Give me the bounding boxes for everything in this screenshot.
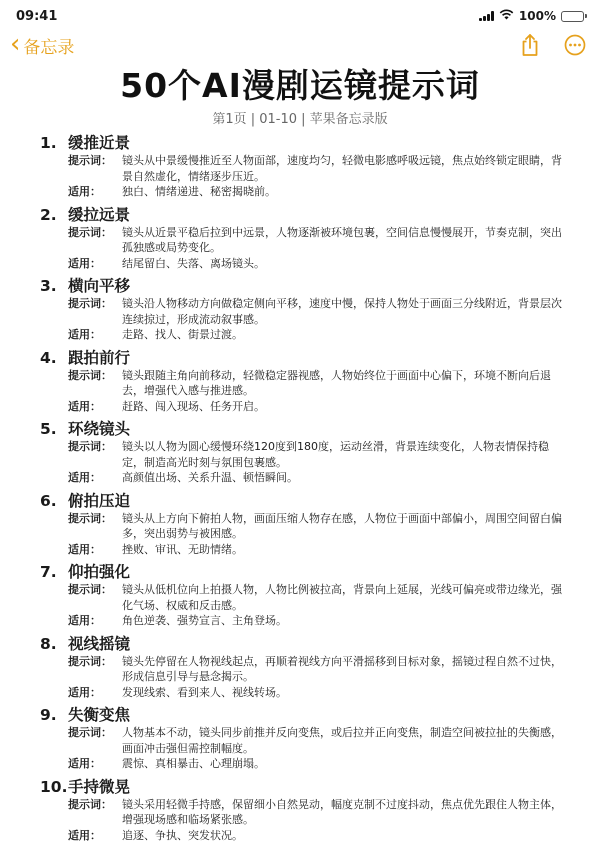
prompt-label: 提示词：: [68, 511, 122, 542]
item-heading: [40, 705, 570, 725]
use-text: 结尾留白、失落、离场镜头。: [122, 256, 570, 272]
list-item: [40, 705, 570, 772]
use-label: 适用：: [68, 756, 122, 772]
item-number: 6.: [40, 491, 68, 511]
item-number: 1.: [40, 133, 68, 153]
use-label: 适用：: [68, 828, 122, 843]
use-row: [40, 613, 570, 629]
ellipsis-circle-icon[interactable]: [564, 34, 586, 56]
list-item: [40, 777, 570, 843]
use-text: 角色逆袭、强势宣言、主角登场。: [122, 613, 570, 629]
use-label: 适用：: [68, 327, 122, 343]
item-heading: [40, 777, 570, 797]
use-text: 走路、找人、街景过渡。: [122, 327, 570, 343]
note-title: 50个AI漫剧运镜提示词: [0, 66, 600, 106]
back-label: 备忘录: [23, 33, 74, 58]
note-list: [0, 133, 600, 843]
cellular-signal-icon: [479, 11, 494, 21]
item-number: 2.: [40, 205, 68, 225]
prompt-row: [40, 654, 570, 685]
list-item: [40, 419, 570, 486]
chevron-left-icon: ‹: [10, 31, 20, 57]
item-number: 8.: [40, 634, 68, 654]
prompt-row: [40, 725, 570, 756]
battery-percent: 100%: [519, 9, 556, 23]
prompt-row: [40, 296, 570, 327]
use-text: 高颜值出场、关系升温、顿悟瞬间。: [122, 470, 570, 486]
use-row: [40, 685, 570, 701]
prompt-row: [40, 439, 570, 470]
item-title: 手持微晃: [68, 777, 130, 797]
prompt-label: 提示词：: [68, 225, 122, 256]
use-row: [40, 756, 570, 772]
use-text: 追逐、争执、突发状况。: [122, 828, 570, 843]
prompt-text: 镜头从中景缓慢推近至人物面部，速度均匀，轻微电影感呼吸远镜，焦点始终锁定眼睛，背景自然虚化，情绪逐步压近。: [122, 153, 570, 184]
list-item: [40, 205, 570, 272]
prompt-label: 提示词：: [68, 654, 122, 685]
list-item: [40, 634, 570, 701]
prompt-text: 镜头从上方向下俯拍人物，画面压缩人物存在感，人物位于画面中部偏小，周围空间留白偏多，突出弱势与被困感。: [122, 511, 570, 542]
prompt-row: [40, 511, 570, 542]
use-row: [40, 256, 570, 272]
item-title: 跟拍前行: [68, 348, 130, 368]
prompt-label: 提示词：: [68, 439, 122, 470]
use-row: [40, 470, 570, 486]
use-row: [40, 327, 570, 343]
prompt-text: 镜头跟随主角向前移动，轻微稳定器视感，人物始终位于画面中心偏下，环境不断向后退去，增强代入感与推进感。: [122, 368, 570, 399]
list-item: [40, 133, 570, 200]
item-title: 视线摇镜: [68, 634, 130, 654]
item-title: 失衡变焦: [68, 705, 130, 725]
item-title: 环绕镜头: [68, 419, 130, 439]
use-label: 适用：: [68, 685, 122, 701]
prompt-text: 镜头先停留在人物视线起点，再顺着视线方向平滑摇移到目标对象，摇镜过程自然不过快，形成信息引导与悬念揭示。: [122, 654, 570, 685]
prompt-text: 镜头沿人物移动方向做稳定侧向平移，速度中慢，保持人物处于画面三分线附近，背景层次连续掠过，形成流动叙事感。: [122, 296, 570, 327]
status-indicators: [479, 9, 584, 23]
use-label: 适用：: [68, 613, 122, 629]
wifi-icon: [499, 9, 514, 23]
back-button[interactable]: [10, 33, 74, 58]
item-heading: [40, 562, 570, 582]
item-number: 5.: [40, 419, 68, 439]
item-title: 横向平移: [68, 276, 130, 296]
prompt-label: 提示词：: [68, 153, 122, 184]
item-title: 缓推近景: [68, 133, 130, 153]
item-heading: [40, 348, 570, 368]
list-item: [40, 491, 570, 558]
list-item: [40, 562, 570, 629]
prompt-row: [40, 225, 570, 256]
use-label: 适用：: [68, 542, 122, 558]
use-row: [40, 184, 570, 200]
item-number: 4.: [40, 348, 68, 368]
list-item: [40, 276, 570, 343]
item-title: 仰拍强化: [68, 562, 130, 582]
use-text: 发现线索、看到来人、视线转场。: [122, 685, 570, 701]
prompt-label: 提示词：: [68, 296, 122, 327]
prompt-text: 镜头从低机位向上拍摄人物，人物比例被拉高，背景向上延展，光线可偏亮或带边缘光，强化气场、权威和反击感。: [122, 582, 570, 613]
item-heading: [40, 419, 570, 439]
prompt-label: 提示词：: [68, 797, 122, 828]
prompt-row: [40, 368, 570, 399]
prompt-text: 镜头从近景平稳后拉到中远景，人物逐渐被环境包裹，空间信息慢慢展开，节奏克制，突出孤独感或局势变化。: [122, 225, 570, 256]
note-subtitle: 第1页 | 01-10 | 苹果备忘录版: [0, 108, 600, 127]
prompt-row: [40, 153, 570, 184]
share-icon[interactable]: [520, 33, 540, 57]
battery-icon: [561, 11, 584, 22]
item-heading: [40, 634, 570, 654]
use-text: 赶路、闯入现场、任务开启。: [122, 399, 570, 415]
use-row: [40, 399, 570, 415]
use-label: 适用：: [68, 470, 122, 486]
nav-actions: [520, 33, 586, 57]
use-text: 独白、情绪递进、秘密揭晓前。: [122, 184, 570, 200]
use-label: 适用：: [68, 184, 122, 200]
item-title: 缓拉远景: [68, 205, 130, 225]
use-text: 震惊、真相暴击、心理崩塌。: [122, 756, 570, 772]
item-heading: [40, 276, 570, 296]
item-number: 3.: [40, 276, 68, 296]
use-text: 挫败、审讯、无助情绪。: [122, 542, 570, 558]
prompt-text: 镜头以人物为圆心缓慢环绕120度到180度，运动丝滑，背景连续变化，人物表情保持稳定，制造高光时刻与氛围包裹感。: [122, 439, 570, 470]
prompt-row: [40, 582, 570, 613]
use-label: 适用：: [68, 256, 122, 272]
item-heading: [40, 205, 570, 225]
prompt-row: [40, 797, 570, 828]
prompt-text: 人物基本不动，镜头同步前推并反向变焦，或后拉并正向变焦，制造空间被拉扯的失衡感，画面冲击强但需控制幅度。: [122, 725, 570, 756]
item-heading: [40, 491, 570, 511]
nav-bar: [0, 26, 600, 64]
status-time: 09:41: [16, 9, 57, 24]
item-number: 10.: [40, 777, 68, 797]
item-number: 9.: [40, 705, 68, 725]
prompt-text: 镜头采用轻微手持感，保留细小自然晃动，幅度克制不过度抖动，焦点优先跟住人物主体，增强现场感和临场紧张感。: [122, 797, 570, 828]
item-heading: [40, 133, 570, 153]
list-item: [40, 348, 570, 415]
prompt-label: 提示词：: [68, 725, 122, 756]
item-title: 俯拍压迫: [68, 491, 130, 511]
status-bar: [0, 0, 600, 26]
use-label: 适用：: [68, 399, 122, 415]
use-row: [40, 828, 570, 843]
use-row: [40, 542, 570, 558]
item-number: 7.: [40, 562, 68, 582]
prompt-label: 提示词：: [68, 582, 122, 613]
prompt-label: 提示词：: [68, 368, 122, 399]
